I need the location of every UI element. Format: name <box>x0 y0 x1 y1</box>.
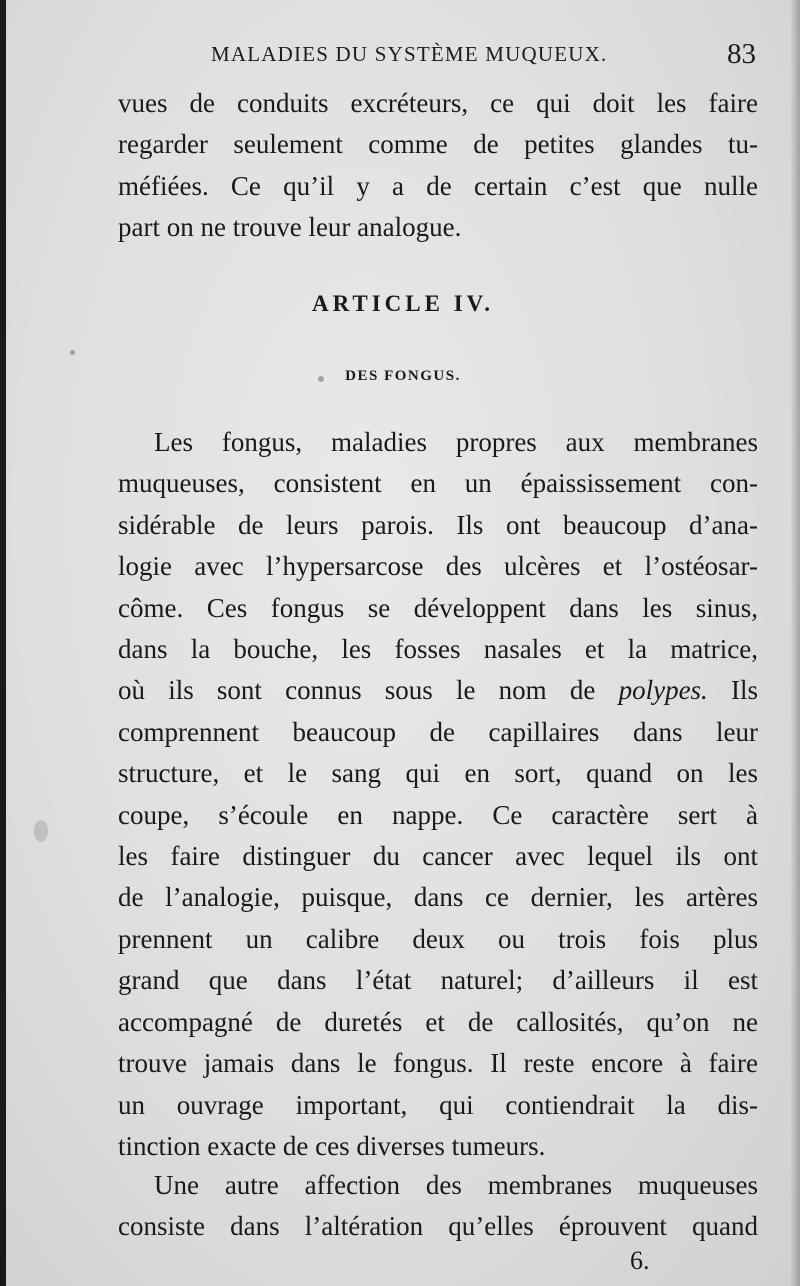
text-line: part on ne trouve leur analogue. <box>118 212 462 243</box>
signature-mark: 6. <box>630 1246 650 1275</box>
text-line: muqueuses, consistent en un épaississement con- <box>118 468 758 499</box>
text-line: Une autre affection des membranes muqueuses <box>154 1170 758 1200</box>
text-line: côme. Ces fongus se développent dans les sinus, <box>118 592 758 623</box>
intro-paragraph <box>118 83 758 249</box>
text-line: tinction exacte de ces diverses tumeurs. <box>118 1130 546 1161</box>
text-line: méfiées. Ce qu’il y a de certain c’est que nulle <box>118 170 758 201</box>
text-line: comprennent beaucoup de capillaires dans leur <box>118 716 758 747</box>
book-page <box>6 0 800 1286</box>
text-line: structure, et le sang qui en sort, quand on les <box>118 758 758 789</box>
ink-speck <box>70 350 75 355</box>
text-line: accompagné de duretés et de callosités, qu’on ne <box>118 1006 758 1037</box>
section-heading: DES FONGUS. <box>345 368 461 384</box>
text-line: regarder seulement comme de petites glandes tu- <box>118 129 758 160</box>
text-line: vues de conduits excréteurs, ce qui doit les faire <box>118 88 758 118</box>
page-header <box>211 40 756 74</box>
text-line: Les fongus, maladies propres aux membranes <box>154 427 758 457</box>
text-line: de l’analogie, puisque, dans ce dernier, les artères <box>118 882 758 913</box>
text-line: sidérable de leurs parois. Ils ont beaucoup d’ana- <box>118 509 758 540</box>
italic-term: polypes. <box>618 675 708 706</box>
paragraph-fongus <box>118 422 758 1167</box>
text-line: grand que dans l’état naturel; d’ailleurs il est <box>118 965 758 996</box>
page-edge-shadow <box>790 0 800 1286</box>
running-head: MALADIES DU SYSTÈME MUQUEUX. <box>211 42 608 66</box>
text-line: dans la bouche, les fosses nasales et la matrice, <box>118 634 758 665</box>
ink-speck <box>318 376 324 382</box>
text-line: logie avec l’hypersarcose des ulcères et l’ostéosar- <box>118 551 758 582</box>
text-line: les faire distinguer du cancer avec lequel ils ont <box>118 841 758 872</box>
page-number: 83 <box>727 38 756 70</box>
text-line: un ouvrage important, qui contiendrait la dis- <box>118 1089 758 1120</box>
text-line: consiste dans l’altération qu’elles éprouvent quand <box>118 1211 758 1242</box>
text-line-polypes <box>118 670 758 711</box>
text-segment: où ils sont connus sous le nom de <box>118 675 619 706</box>
text-line: prennent un calibre deux ou trois fois plus <box>118 923 758 954</box>
article-heading: ARTICLE IV. <box>311 291 495 316</box>
ink-speck <box>34 820 48 842</box>
text-segment: Ils <box>707 675 759 706</box>
text-line: coupe, s’écoule en nappe. Ce caractère sert à <box>118 799 758 830</box>
text-line: trouve jamais dans le fongus. Il reste encore à faire <box>118 1048 758 1079</box>
paragraph-other-affection <box>118 1165 758 1248</box>
